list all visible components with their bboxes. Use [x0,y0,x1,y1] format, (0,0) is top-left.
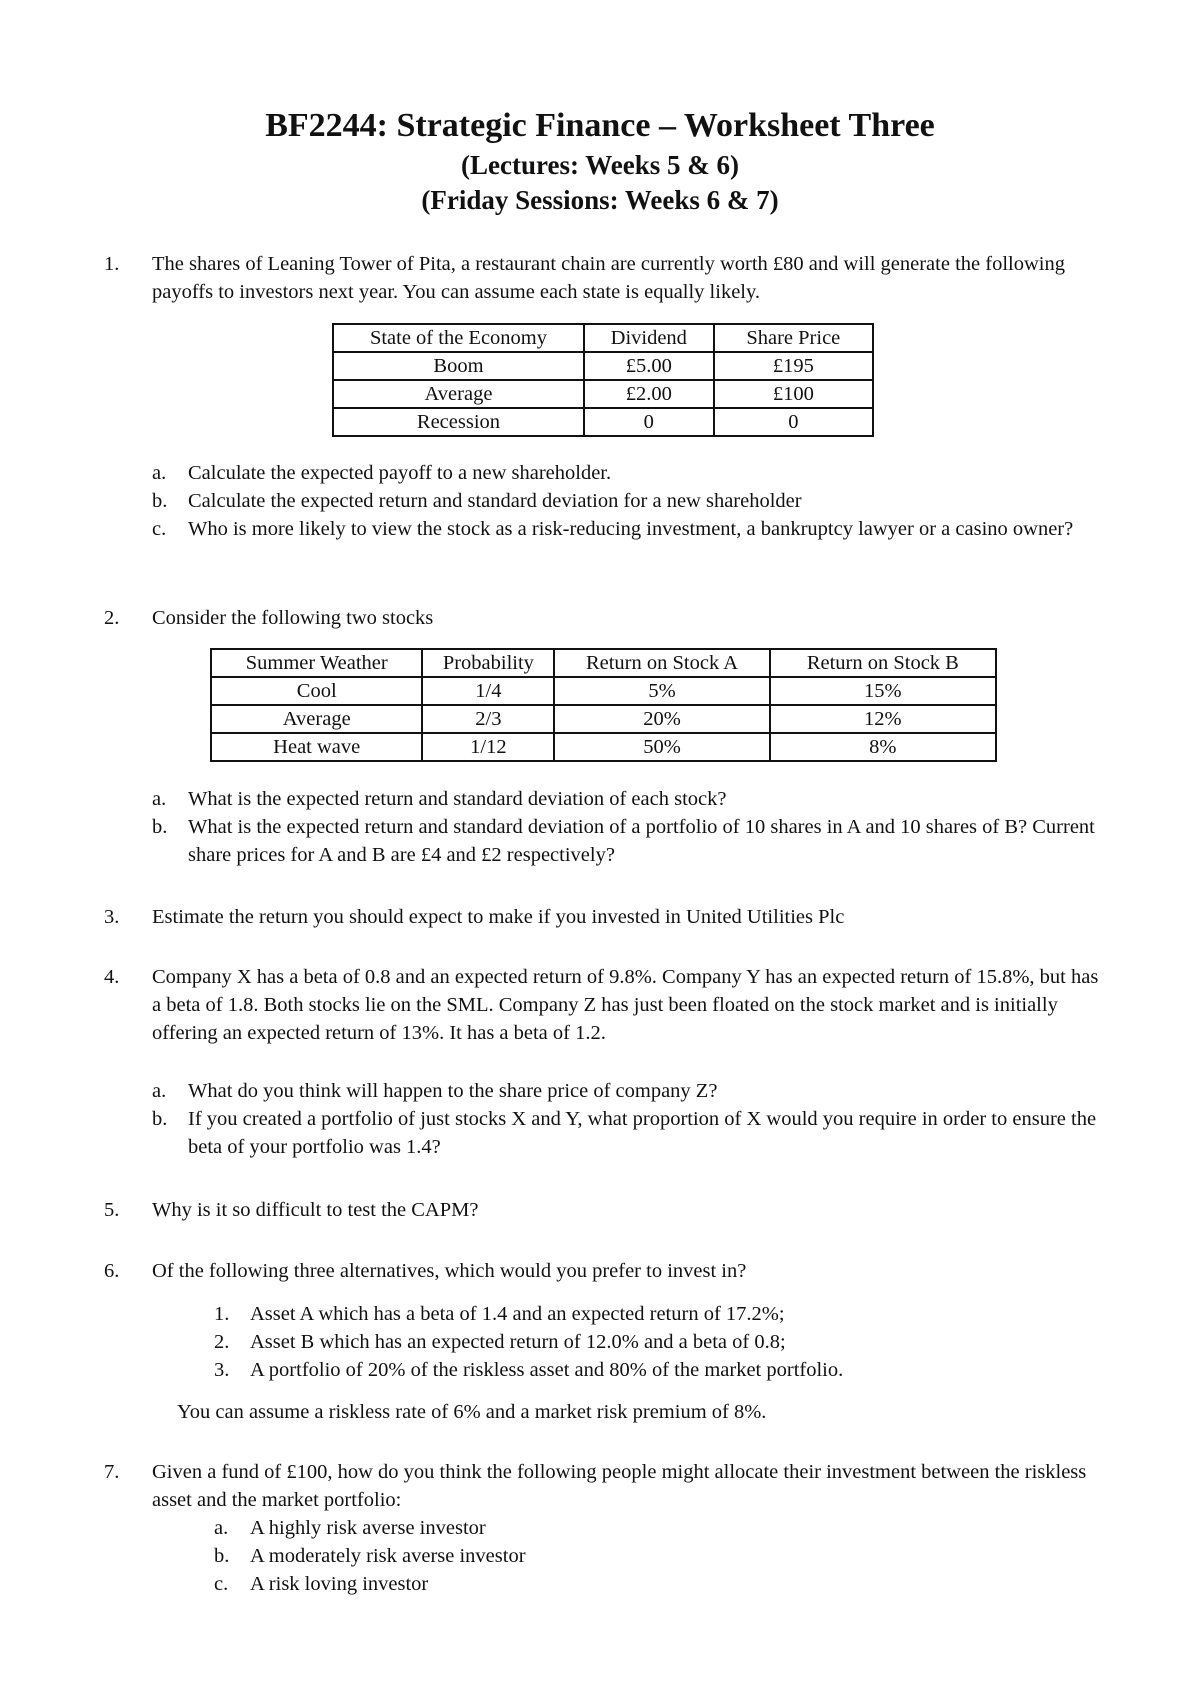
question-2-parts [152,785,1112,869]
list-item [152,785,1112,813]
question-text: Why is it so difficult to test the CAPM? [152,1199,479,1221]
list-item [214,1570,1114,1598]
question-6-note: You can assume a riskless rate of 6% and a market risk premium of 8%. [177,1401,767,1423]
item-letter: a. [152,462,167,484]
table-cell: 0 [584,408,714,436]
table-header-cell: Summer Weather [211,649,422,677]
table-cell: 1/12 [422,733,554,761]
table-cell: Heat wave [211,733,422,761]
weather-returns-table [210,648,997,762]
item-text: A risk loving investor [250,1573,429,1595]
table-cell: 8% [770,733,996,761]
item-letter: b. [152,1108,168,1130]
payoff-table [332,323,874,437]
table-cell: £195 [714,352,873,380]
table-header-row [333,324,873,352]
list-item [214,1300,1114,1328]
table-header-cell: Dividend [584,324,714,352]
item-letter: b. [214,1545,230,1567]
table-row [333,352,873,380]
table-cell: 20% [554,705,769,733]
item-letter: a. [152,788,167,810]
table-cell: 50% [554,733,769,761]
item-text: A highly risk averse investor [250,1517,486,1539]
table-cell: £2.00 [584,380,714,408]
list-item [152,813,1112,869]
table-header-cell: Return on Stock B [770,649,996,677]
question-number: 5. [104,1199,120,1221]
table-row [211,733,996,761]
item-text: What is the expected return and standard deviation of a portfolio of 10 shares in A and 10 shares of B? Current share prices for A and B are £4 and £2 respectively? [188,816,1095,866]
item-text: If you created a portfolio of just stocks X and Y, what proportion of X would you require in order to ensure the beta of your portfolio was 1.4? [188,1108,1097,1158]
table-cell: Recession [333,408,584,436]
item-letter: a. [152,1080,167,1102]
item-number: 1. [214,1303,230,1325]
table-cell: Cool [211,677,422,705]
item-text: A moderately risk averse investor [250,1545,526,1567]
list-item [214,1542,1114,1570]
table-cell: 1/4 [422,677,554,705]
table-row [333,408,873,436]
question-number: 3. [104,906,120,928]
table-cell: 12% [770,705,996,733]
item-number: 2. [214,1331,230,1353]
table-cell: 5% [554,677,769,705]
list-item [152,459,1112,487]
item-text: Asset B which has an expected return of 12.0% and a beta of 0.8; [250,1331,786,1353]
worksheet-header [0,104,1200,218]
question-text: Of the following three alternatives, which would you prefer to invest in? [152,1260,747,1282]
table-cell: 15% [770,677,996,705]
table-cell: Average [211,705,422,733]
question-text: Given a fund of £100, how do you think the following people might allocate their investment between the riskless asset and the market portfolio: [152,1461,1087,1511]
question-7-parts [214,1514,1114,1598]
table-header-cell: Return on Stock A [554,649,769,677]
item-letter: c. [152,518,167,540]
item-text: Calculate the expected return and standard deviation for a new shareholder [188,490,802,512]
table-cell: Average [333,380,584,408]
page-title: BF2244: Strategic Finance – Worksheet Three [265,107,935,144]
sessions-subtitle: (Friday Sessions: Weeks 6 & 7) [421,185,779,215]
table-header-cell: State of the Economy [333,324,584,352]
table-cell: £100 [714,380,873,408]
table-cell: £5.00 [584,352,714,380]
question-text: Company X has a beta of 0.8 and an expected return of 9.8%. Company Y has an expected return of 15.8%, but has a beta of 1.8. Both stocks lie on the SML. Company Z has just been floated on the stock market and is initially offering an expected return of 13%. It has a beta of 1.2. [152,966,1099,1044]
question-number: 7. [104,1461,120,1483]
table-header-row [211,649,996,677]
item-letter: b. [152,816,168,838]
question-6-options [214,1300,1114,1384]
list-item [152,515,1112,543]
item-letter: a. [214,1517,229,1539]
item-text: What do you think will happen to the share price of company Z? [188,1080,718,1102]
item-number: 3. [214,1359,230,1381]
question-text: Consider the following two stocks [152,607,434,629]
table-header-cell: Probability [422,649,554,677]
table-row [333,380,873,408]
list-item [214,1328,1114,1356]
question-number: 4. [104,966,120,988]
table-header-cell: Share Price [714,324,873,352]
question-4-parts [152,1077,1112,1161]
question-text: Estimate the return you should expect to make if you invested in United Utilities Plc [152,906,845,928]
list-item [152,487,1112,515]
list-item [214,1356,1114,1384]
table-row [211,705,996,733]
table-cell: 0 [714,408,873,436]
item-text: Calculate the expected payoff to a new shareholder. [188,462,612,484]
item-letter: c. [214,1573,229,1595]
question-text: The shares of Leaning Tower of Pita, a restaurant chain are currently worth £80 and will generate the following payoffs to investors next year. You can assume each state is equally likely. [152,253,1065,303]
question-number: 1. [104,253,120,275]
item-text: What is the expected return and standard deviation of each stock? [188,788,727,810]
question-number: 6. [104,1260,120,1282]
item-letter: b. [152,490,168,512]
table-row [211,677,996,705]
lectures-subtitle: (Lectures: Weeks 5 & 6) [461,150,739,180]
item-text: A portfolio of 20% of the riskless asset and 80% of the market portfolio. [250,1359,844,1381]
question-number: 2. [104,607,120,629]
table-cell: Boom [333,352,584,380]
list-item [152,1077,1112,1105]
list-item [214,1514,1114,1542]
list-item [152,1105,1112,1161]
item-text: Asset A which has a beta of 1.4 and an expected return of 17.2%; [250,1303,785,1325]
question-1-parts [152,459,1112,543]
item-text: Who is more likely to view the stock as a risk-reducing investment, a bankruptcy lawyer or a casino owner? [188,518,1074,540]
table-cell: 2/3 [422,705,554,733]
